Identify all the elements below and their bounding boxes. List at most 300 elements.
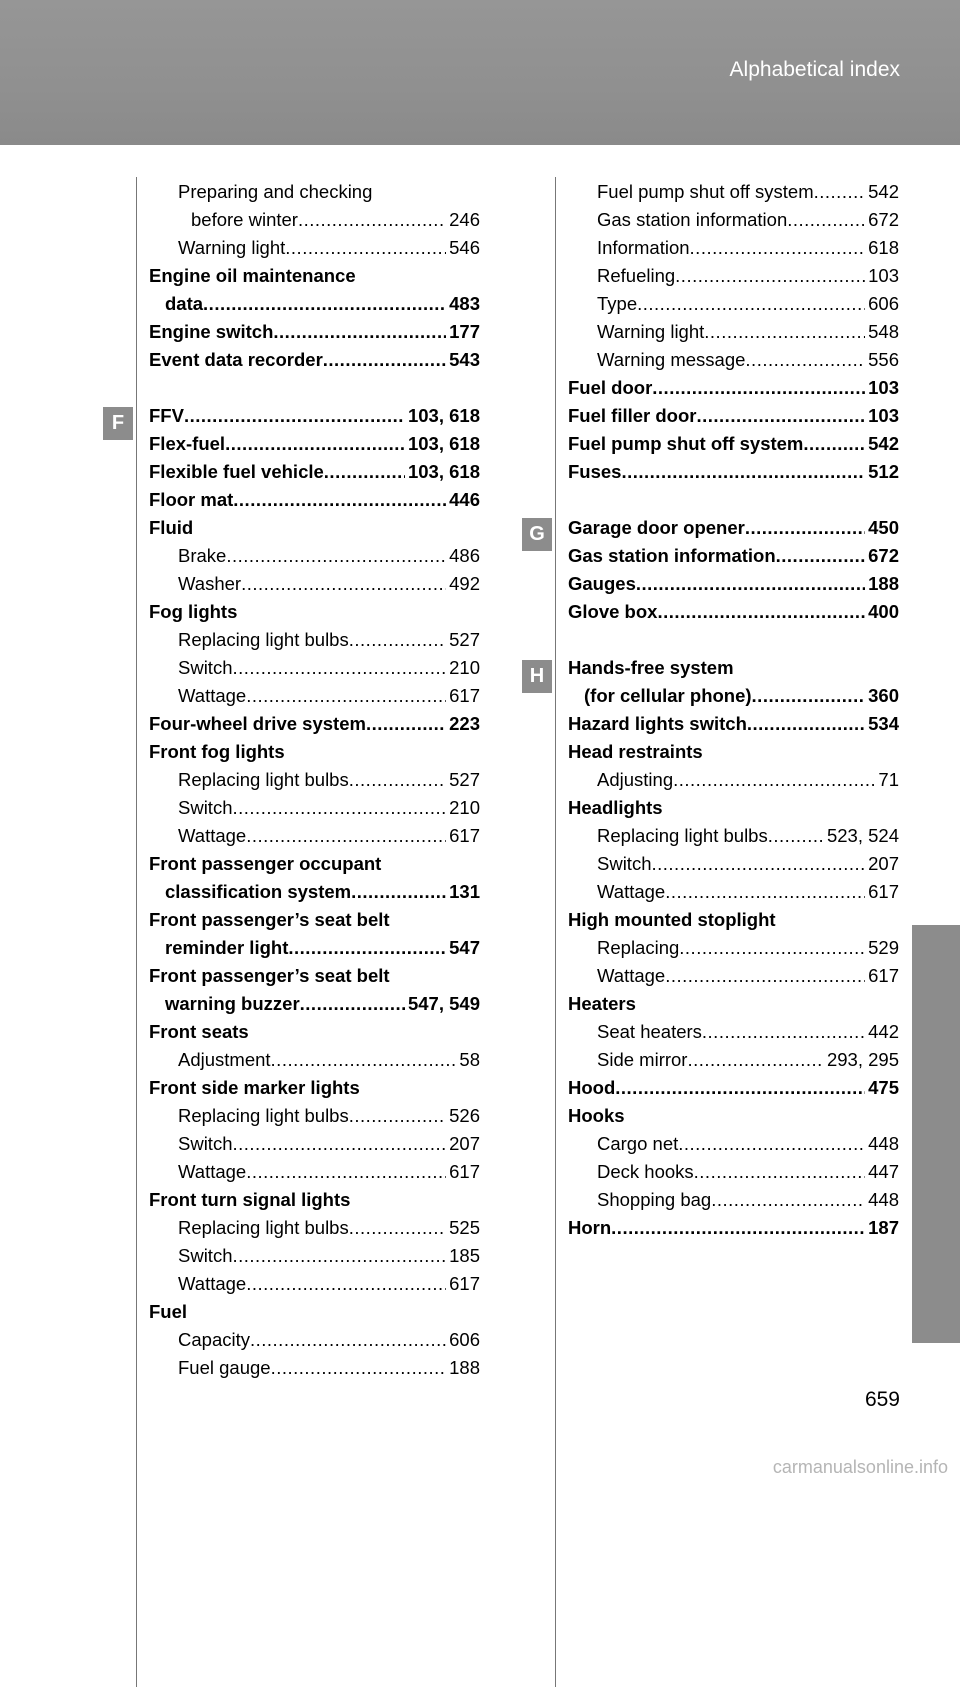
index-entry bbox=[149, 318, 480, 346]
leader-dots bbox=[249, 1018, 477, 1046]
leader-dots bbox=[615, 1074, 865, 1102]
index-entry bbox=[568, 794, 899, 822]
index-entry-page: 523, 524 bbox=[826, 825, 899, 846]
index-entry-label: (for cellular phone) bbox=[584, 685, 752, 706]
index-entry-label: Type bbox=[597, 293, 638, 314]
index-entry-label: Preparing and checking bbox=[178, 181, 373, 202]
index-column-left bbox=[149, 178, 480, 1382]
index-entry bbox=[149, 402, 480, 430]
leader-dots bbox=[241, 570, 446, 598]
index-entry bbox=[149, 766, 480, 794]
index-entry bbox=[149, 738, 480, 766]
index-entry-label: reminder light bbox=[165, 937, 289, 958]
index-entry-page: 617 bbox=[449, 685, 480, 706]
index-entry-page: 606 bbox=[868, 293, 899, 314]
leader-dots bbox=[193, 514, 477, 542]
index-entry bbox=[149, 1298, 480, 1326]
leader-dots bbox=[704, 318, 865, 346]
index-entry bbox=[568, 1046, 899, 1074]
index-entry-label: Shopping bag bbox=[597, 1189, 712, 1210]
index-entry-label: Wattage bbox=[597, 965, 666, 986]
index-entry-page bbox=[896, 990, 899, 1018]
index-entry bbox=[149, 934, 480, 962]
index-entry-label: Four-wheel drive system bbox=[149, 713, 366, 734]
index-entry bbox=[149, 570, 480, 598]
index-entry-label: Gauges bbox=[568, 573, 636, 594]
index-entry-page: 207 bbox=[868, 853, 899, 874]
index-entry bbox=[568, 1214, 899, 1242]
index-entry-page: 548 bbox=[868, 321, 899, 342]
leader-dots bbox=[356, 262, 477, 290]
index-entry bbox=[149, 486, 480, 514]
leader-dots bbox=[273, 318, 446, 346]
leader-dots bbox=[696, 402, 865, 430]
index-entry-label: High mounted stoplight bbox=[568, 909, 776, 930]
leader-dots bbox=[734, 654, 896, 682]
index-entry-page: 606 bbox=[449, 1329, 480, 1350]
index-entry-label: Switch bbox=[597, 853, 652, 874]
index-entry-label: Fuel gauge bbox=[178, 1357, 271, 1378]
index-entry bbox=[568, 850, 899, 878]
index-entry-page: 442 bbox=[868, 1021, 899, 1042]
index-entry-label: Hooks bbox=[568, 1105, 625, 1126]
index-entry-page: 188 bbox=[868, 573, 899, 594]
index-entry-label: Garage door opener bbox=[568, 517, 745, 538]
leader-dots bbox=[203, 290, 446, 318]
index-entry bbox=[149, 1242, 480, 1270]
index-entry-page: 617 bbox=[449, 1273, 480, 1294]
index-entry bbox=[568, 206, 899, 234]
leader-dots bbox=[690, 234, 866, 262]
leader-dots bbox=[237, 598, 477, 626]
index-entry-page: 543 bbox=[449, 349, 480, 370]
index-entry-page: 400 bbox=[868, 601, 899, 622]
index-entry bbox=[149, 458, 480, 486]
index-entry bbox=[149, 1186, 480, 1214]
index-entry-label: Front passenger’s seat belt bbox=[149, 909, 390, 930]
leader-dots bbox=[233, 794, 447, 822]
index-entry-label: Cargo net bbox=[597, 1133, 679, 1154]
index-entry-label: Front passenger occupant bbox=[149, 853, 382, 874]
index-entry-label: Fluid bbox=[149, 517, 194, 538]
index-entry-label: Switch bbox=[178, 1133, 233, 1154]
index-entry-page: 103, 618 bbox=[407, 433, 480, 454]
index-entry bbox=[568, 1074, 899, 1102]
index-entry-page bbox=[477, 738, 480, 766]
section-letter-h: H bbox=[522, 660, 552, 693]
index-entry bbox=[149, 1270, 480, 1298]
index-entry bbox=[568, 178, 899, 206]
leader-dots bbox=[360, 1074, 477, 1102]
index-entry-page: 177 bbox=[449, 321, 480, 342]
leader-dots bbox=[657, 598, 865, 626]
index-entry-page: 188 bbox=[449, 1357, 480, 1378]
leader-dots bbox=[711, 1186, 865, 1214]
index-entry-label: Adjusting bbox=[597, 769, 674, 790]
index-entry bbox=[149, 598, 480, 626]
index-entry-label: Engine switch bbox=[149, 321, 274, 342]
index-entry-page: 526 bbox=[449, 1105, 480, 1126]
leader-dots bbox=[390, 906, 477, 934]
leader-dots bbox=[702, 1018, 865, 1046]
index-entry-page: 210 bbox=[449, 797, 480, 818]
index-entry-label: Fuel pump shut off system bbox=[568, 433, 804, 454]
index-entry bbox=[149, 626, 480, 654]
leader-dots bbox=[803, 430, 865, 458]
index-entry-page: 672 bbox=[868, 209, 899, 230]
leader-dots bbox=[184, 402, 405, 430]
index-entry bbox=[149, 850, 480, 878]
leader-dots bbox=[665, 962, 865, 990]
leader-dots bbox=[246, 822, 446, 850]
index-entry-label: Wattage bbox=[178, 1273, 247, 1294]
leader-dots bbox=[233, 1242, 447, 1270]
index-entry bbox=[149, 1158, 480, 1186]
index-entry-label: Heaters bbox=[568, 993, 636, 1014]
index-entry-page: 547 bbox=[449, 937, 480, 958]
index-entry-page: 672 bbox=[868, 545, 899, 566]
leader-dots bbox=[271, 1354, 447, 1382]
index-entry-page: 525 bbox=[449, 1217, 480, 1238]
index-entry-page: 512 bbox=[868, 461, 899, 482]
leader-dots bbox=[787, 206, 865, 234]
leader-dots bbox=[300, 990, 405, 1018]
leader-dots bbox=[351, 878, 446, 906]
index-entry-page: 547, 549 bbox=[407, 993, 480, 1014]
index-entry-page: 131 bbox=[449, 881, 480, 902]
index-entry bbox=[149, 878, 480, 906]
index-entry-page: 527 bbox=[449, 769, 480, 790]
index-entry-label: Fuel door bbox=[568, 377, 653, 398]
leader-dots bbox=[285, 234, 446, 262]
index-column-right bbox=[568, 178, 899, 1242]
index-entry bbox=[149, 1130, 480, 1158]
index-entry bbox=[149, 1326, 480, 1354]
leader-dots bbox=[324, 458, 405, 486]
index-entry-label: Replacing light bulbs bbox=[178, 769, 349, 790]
leader-dots bbox=[625, 1102, 896, 1130]
index-entry-label: Front passenger’s seat belt bbox=[149, 965, 390, 986]
index-entry bbox=[568, 962, 899, 990]
index-entry-label: before winter bbox=[191, 209, 298, 230]
index-entry-page: 103, 618 bbox=[407, 461, 480, 482]
index-entry-page bbox=[896, 738, 899, 766]
index-entry-label: Switch bbox=[178, 1245, 233, 1266]
leader-dots bbox=[675, 262, 865, 290]
index-entry-page: 617 bbox=[449, 1161, 480, 1182]
index-entry-label: Warning light bbox=[597, 321, 705, 342]
leader-dots bbox=[687, 1046, 824, 1074]
index-entry-page: 492 bbox=[449, 573, 480, 594]
index-entry bbox=[149, 346, 480, 374]
index-entry bbox=[149, 206, 480, 234]
leader-dots bbox=[652, 374, 865, 402]
leader-dots bbox=[323, 346, 446, 374]
index-entry bbox=[568, 458, 899, 486]
index-entry bbox=[568, 878, 899, 906]
index-entry-page: 293, 295 bbox=[826, 1049, 899, 1070]
index-entry-label: Deck hooks bbox=[597, 1161, 694, 1182]
index-entry bbox=[568, 1102, 899, 1130]
index-entry-label: Replacing bbox=[597, 937, 680, 958]
leader-dots bbox=[381, 850, 477, 878]
leader-dots bbox=[187, 1298, 477, 1326]
index-entry-page: 475 bbox=[868, 1077, 899, 1098]
index-entry bbox=[149, 1354, 480, 1382]
index-entry bbox=[149, 1018, 480, 1046]
index-entry-page: 618 bbox=[868, 237, 899, 258]
leader-dots bbox=[663, 794, 896, 822]
index-entry bbox=[149, 906, 480, 934]
index-entry-page: 556 bbox=[868, 349, 899, 370]
index-entry-label: Gas station information bbox=[597, 209, 788, 230]
index-entry-page: 71 bbox=[878, 769, 899, 790]
leader-dots bbox=[350, 1186, 477, 1214]
index-entry-label: Switch bbox=[178, 797, 233, 818]
index-entry bbox=[149, 710, 480, 738]
index-entry bbox=[149, 962, 480, 990]
section-letter-f: F bbox=[103, 407, 133, 440]
index-entry bbox=[149, 654, 480, 682]
index-entry-page bbox=[477, 178, 480, 206]
leader-dots bbox=[288, 934, 446, 962]
index-entry-label: Wattage bbox=[178, 685, 247, 706]
page-number: 659 bbox=[864, 1388, 900, 1411]
leader-dots bbox=[636, 570, 865, 598]
index-entry bbox=[568, 1130, 899, 1158]
index-entry-label: Headlights bbox=[568, 797, 663, 818]
index-entry-page bbox=[477, 1074, 480, 1102]
leader-dots bbox=[366, 710, 446, 738]
index-entry-label: warning buzzer bbox=[165, 993, 300, 1014]
index-entry-page: 446 bbox=[449, 489, 480, 510]
index-entry-label: Information bbox=[597, 237, 690, 258]
index-entry-label: Gas station information bbox=[568, 545, 776, 566]
index-entry-label: Washer bbox=[178, 573, 242, 594]
index-entry-label: Head restraints bbox=[568, 741, 703, 762]
index-entry bbox=[568, 682, 899, 710]
section-gap bbox=[568, 626, 899, 654]
leader-dots bbox=[636, 990, 896, 1018]
index-entry-page: 103 bbox=[868, 265, 899, 286]
index-entry bbox=[568, 1018, 899, 1046]
index-entry bbox=[568, 402, 899, 430]
index-entry-label: Capacity bbox=[178, 1329, 250, 1350]
index-entry-page: 58 bbox=[459, 1049, 480, 1070]
index-entry-page: 246 bbox=[449, 209, 480, 230]
index-entry-label: Front turn signal lights bbox=[149, 1189, 351, 1210]
index-entry bbox=[568, 514, 899, 542]
index-entry-page: 185 bbox=[449, 1245, 480, 1266]
leader-dots bbox=[298, 206, 446, 234]
index-entry-label: Fuel filler door bbox=[568, 405, 697, 426]
index-entry bbox=[149, 542, 480, 570]
column-rule-left bbox=[136, 177, 137, 1687]
leader-dots bbox=[349, 626, 446, 654]
index-entry bbox=[149, 1102, 480, 1130]
leader-dots bbox=[703, 738, 896, 766]
leader-dots bbox=[752, 682, 866, 710]
leader-dots bbox=[745, 346, 865, 374]
index-entry-page bbox=[477, 962, 480, 990]
index-entry-page bbox=[477, 850, 480, 878]
section-gap bbox=[149, 374, 480, 402]
index-entry bbox=[149, 1214, 480, 1242]
index-entry-page: 103 bbox=[868, 377, 899, 398]
leader-dots bbox=[652, 850, 866, 878]
leader-dots bbox=[673, 766, 875, 794]
leader-dots bbox=[694, 1158, 865, 1186]
index-entry bbox=[568, 990, 899, 1018]
index-entry-label: Engine oil maintenance bbox=[149, 265, 356, 286]
leader-dots bbox=[768, 822, 824, 850]
index-entry bbox=[568, 430, 899, 458]
index-entry-label: Seat heaters bbox=[597, 1021, 702, 1042]
leader-dots bbox=[665, 878, 865, 906]
index-entry-label: Hands-free system bbox=[568, 657, 734, 678]
index-entry-label: Floor mat bbox=[149, 489, 234, 510]
leader-dots bbox=[372, 178, 477, 206]
index-entry-label: classification system bbox=[165, 881, 352, 902]
index-entry-page: 542 bbox=[868, 181, 899, 202]
index-entry bbox=[149, 430, 480, 458]
index-entry-page: 223 bbox=[449, 713, 480, 734]
leader-dots bbox=[271, 1046, 457, 1074]
index-entry-label: Horn bbox=[568, 1217, 612, 1238]
index-entry bbox=[568, 346, 899, 374]
leader-dots bbox=[233, 1130, 447, 1158]
index-entry-label: Replacing light bulbs bbox=[178, 1217, 349, 1238]
index-entry-page bbox=[477, 1018, 480, 1046]
index-entry bbox=[149, 682, 480, 710]
index-entry bbox=[149, 234, 480, 262]
index-entry-label: data bbox=[165, 293, 204, 314]
leader-dots bbox=[225, 430, 405, 458]
index-entry-page bbox=[477, 598, 480, 626]
leader-dots bbox=[349, 766, 446, 794]
index-entry-page: 486 bbox=[449, 545, 480, 566]
index-entry-page bbox=[896, 794, 899, 822]
leader-dots bbox=[637, 290, 865, 318]
index-entry-page: 450 bbox=[868, 517, 899, 538]
index-entry-label: Adjustment bbox=[178, 1049, 271, 1070]
index-entry-label: Replacing light bulbs bbox=[178, 629, 349, 650]
index-entry bbox=[568, 570, 899, 598]
index-entry bbox=[568, 318, 899, 346]
chapter-thumb-tab bbox=[912, 925, 960, 1343]
index-entry-label: Warning light bbox=[178, 237, 286, 258]
index-entry bbox=[568, 738, 899, 766]
index-entry-page: 448 bbox=[868, 1189, 899, 1210]
leader-dots bbox=[776, 906, 896, 934]
section-letter-g: G bbox=[522, 518, 552, 551]
leader-dots bbox=[285, 738, 477, 766]
leader-dots bbox=[621, 458, 865, 486]
index-entry bbox=[568, 710, 899, 738]
index-entry-label: Switch bbox=[178, 657, 233, 678]
index-entry-label: Wattage bbox=[178, 825, 247, 846]
index-entry-page: 207 bbox=[449, 1133, 480, 1154]
index-entry bbox=[568, 1186, 899, 1214]
leader-dots bbox=[747, 710, 865, 738]
index-entry bbox=[149, 290, 480, 318]
page-header-title: Alphabetical index bbox=[729, 58, 900, 81]
index-entry-label: Warning message bbox=[597, 349, 746, 370]
index-entry-page: 617 bbox=[449, 825, 480, 846]
index-entry-page: 527 bbox=[449, 629, 480, 650]
index-entry bbox=[149, 822, 480, 850]
index-entry-label: Wattage bbox=[178, 1161, 247, 1182]
index-entry-page bbox=[896, 654, 899, 682]
leader-dots bbox=[349, 1214, 446, 1242]
index-entry-page bbox=[477, 1298, 480, 1326]
leader-dots bbox=[226, 542, 446, 570]
index-entry-page: 448 bbox=[868, 1133, 899, 1154]
index-entry bbox=[568, 906, 899, 934]
index-entry bbox=[568, 822, 899, 850]
index-entry-page bbox=[477, 262, 480, 290]
index-entry bbox=[568, 290, 899, 318]
index-entry-page bbox=[896, 1102, 899, 1130]
index-entry bbox=[568, 542, 899, 570]
index-entry bbox=[568, 654, 899, 682]
index-entry-page: 617 bbox=[868, 881, 899, 902]
leader-dots bbox=[246, 1270, 446, 1298]
index-entry-label: Wattage bbox=[597, 881, 666, 902]
leader-dots bbox=[776, 542, 865, 570]
index-entry-label: FFV bbox=[149, 405, 184, 426]
leader-dots bbox=[814, 178, 866, 206]
index-entry-page: 447 bbox=[868, 1161, 899, 1182]
watermark: carmanualsonline.info bbox=[772, 1457, 948, 1477]
index-entry bbox=[149, 1074, 480, 1102]
leader-dots bbox=[390, 962, 477, 990]
leader-dots bbox=[745, 514, 865, 542]
index-entry bbox=[149, 990, 480, 1018]
index-entry-label: Front side marker lights bbox=[149, 1077, 360, 1098]
index-entry-page: 483 bbox=[449, 293, 480, 314]
index-entry bbox=[568, 934, 899, 962]
index-entry-label: Hazard lights switch bbox=[568, 713, 747, 734]
index-entry-label: Flexible fuel vehicle bbox=[149, 461, 324, 482]
index-entry bbox=[568, 766, 899, 794]
index-entry-label: Front fog lights bbox=[149, 741, 285, 762]
index-entry-page: 187 bbox=[868, 1217, 899, 1238]
index-entry-label: Replacing light bulbs bbox=[597, 825, 768, 846]
index-entry-label: Front seats bbox=[149, 1021, 249, 1042]
index-entry-page bbox=[477, 1186, 480, 1214]
index-entry bbox=[149, 794, 480, 822]
index-entry-label: Fuel pump shut off system bbox=[597, 181, 814, 202]
page-header-band bbox=[0, 0, 960, 145]
index-entry-page: 542 bbox=[868, 433, 899, 454]
index-entry bbox=[568, 374, 899, 402]
index-entry-page: 534 bbox=[868, 713, 899, 734]
index-entry-page: 103 bbox=[868, 405, 899, 426]
index-entry-page bbox=[896, 906, 899, 934]
leader-dots bbox=[679, 934, 865, 962]
index-entry-page bbox=[477, 906, 480, 934]
index-entry-page: 546 bbox=[449, 237, 480, 258]
leader-dots bbox=[233, 486, 446, 514]
index-entry-page: 210 bbox=[449, 657, 480, 678]
leader-dots bbox=[611, 1214, 865, 1242]
index-entry bbox=[568, 598, 899, 626]
index-entry-label: Side mirror bbox=[597, 1049, 688, 1070]
section-gap bbox=[568, 486, 899, 514]
index-entry-label: Brake bbox=[178, 545, 227, 566]
index-entry-page: 103, 618 bbox=[407, 405, 480, 426]
